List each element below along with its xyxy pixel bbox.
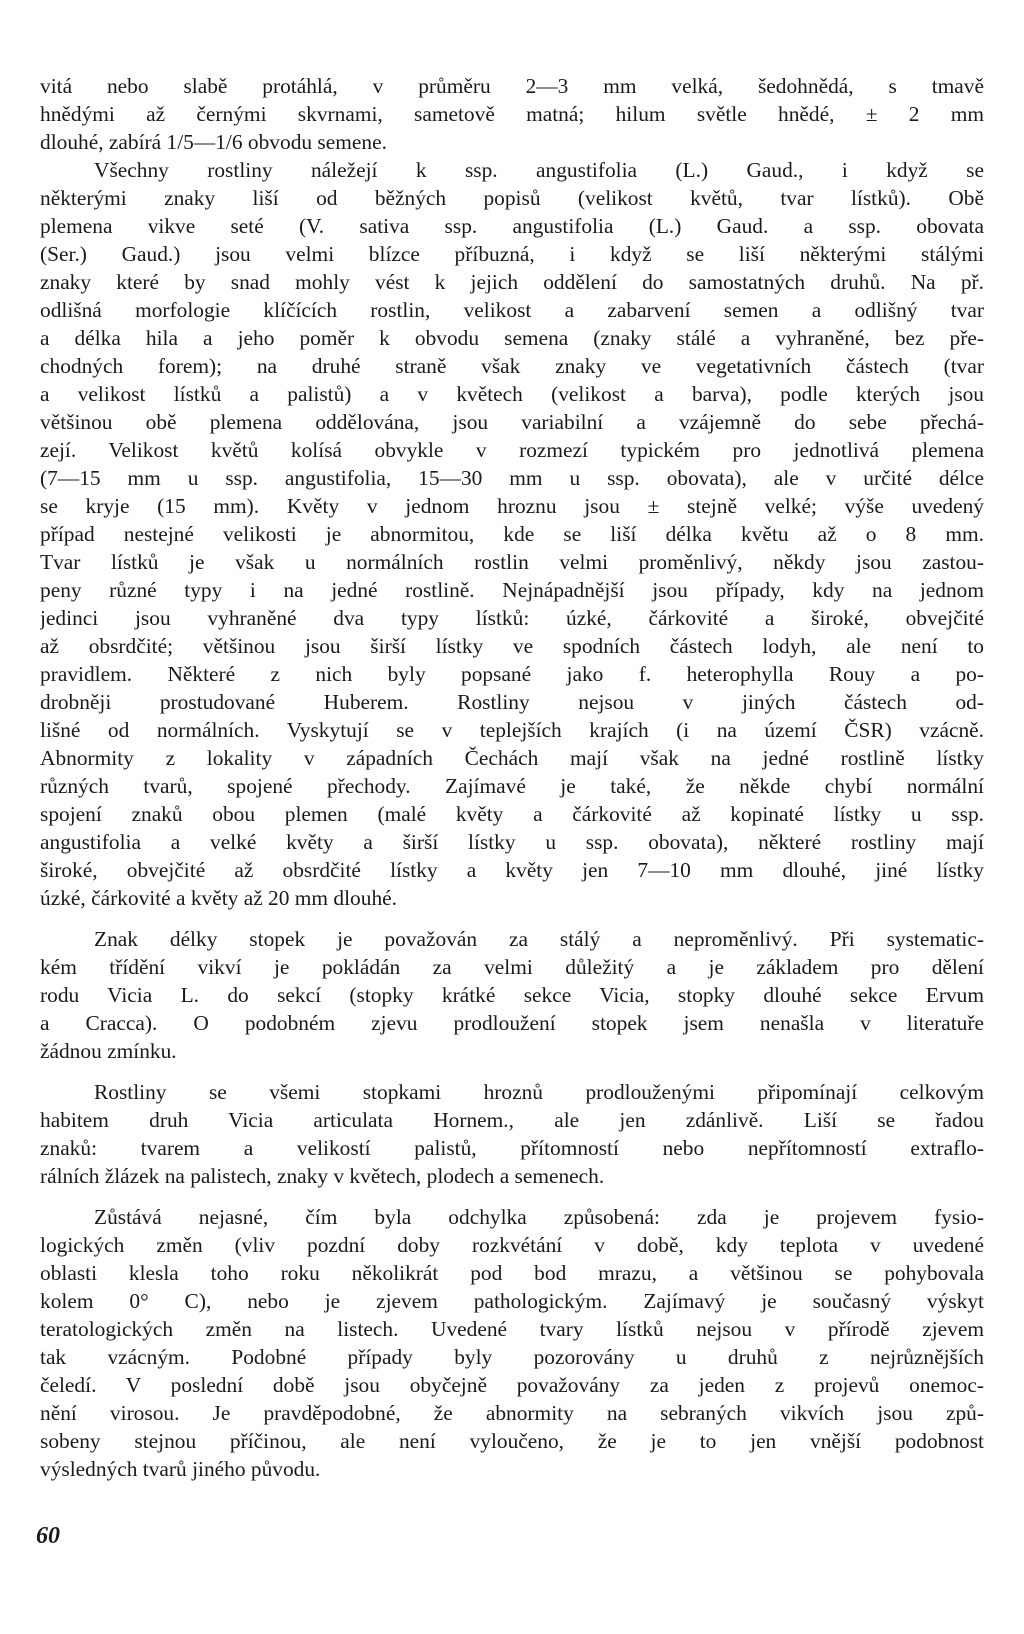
text-line: odlišná morfologie klíčících rostlin, velikost a zabarvení semen a odlišný tvar (40, 298, 984, 322)
text-line: vitá nebo slabě protáhlá, v průměru 2—3 mm velká, šedohnědá, s tmavě (40, 74, 984, 98)
text-line: až obsrdčité; většinou jsou širší lístky ve spodních částech lodyh, ale není to (40, 634, 984, 658)
text-line: sobeny stejnou příčinou, ale není vyloučeno, že je to jen vnější podobnost (40, 1429, 984, 1453)
text-line: výsledných tvarů jiného původu. (40, 1457, 321, 1481)
text-line: čeledí. V poslední době jsou obyčejně považovány za jeden z projevů onemoc- (40, 1373, 984, 1397)
text-line: a velikost lístků a palistů) a v květech (velikost a barva), podle kterých jsou (40, 382, 984, 406)
text-line: kém třídění vikví je pokládán za velmi důležitý a je základem pro dělení (40, 955, 984, 979)
text-line: některými znaky liší od běžných popisů (velikost květů, tvar lístků). Obě (40, 186, 984, 210)
text-line: teratologických změn na listech. Uvedené tvary lístků nejsou v přírodě zjevem (40, 1317, 984, 1341)
text-line: Zůstává nejasné, čím byla odchylka způsobená: zda je projevem fysio- (94, 1205, 984, 1229)
text-line: většinou obě plemena oddělována, jsou variabilní a vzájemně do sebe přechá- (40, 410, 984, 434)
text-line: chodných forem); na druhé straně však znaky ve vegetativních částech (tvar (40, 354, 984, 378)
text-line: znaků: tvarem a velikostí palistů, přítomností nebo nepřítomností extraflo- (40, 1136, 984, 1160)
text-line: (7—15 mm u ssp. angustifolia, 15—30 mm u ssp. obovata), ale v určité délce (40, 466, 984, 490)
text-line: logických změn (vliv pozdní doby rozkvétání v době, kdy teplota v uvedené (40, 1233, 984, 1257)
text-line: zejí. Velikost květů kolísá obvykle v rozmezí typickém pro jednotlivá plemena (40, 438, 984, 462)
paragraph-5 (40, 1203, 984, 1483)
text-line: žádnou zmínku. (40, 1039, 177, 1063)
text-line: případ nestejné velikosti je abnormitou, kde se liší délka květu až o 8 mm. (40, 522, 984, 546)
text-line: plemena vikve seté (V. sativa ssp. angustifolia (L.) Gaud. a ssp. obovata (40, 214, 984, 238)
text-line: peny různé typy i na jedné rostlině. Nejnápadnější jsou případy, kdy na jednom (40, 578, 984, 602)
text-line: pravidlem. Některé z nich byly popsané jako f. heterophylla Rouy a po- (40, 662, 984, 686)
text-line: nění virosou. Je pravděpodobné, že abnormity na sebraných vikvích jsou způ- (40, 1401, 984, 1425)
text-line: oblasti klesla toho roku několikrát pod bod mrazu, a většinou se pohybovala (40, 1261, 984, 1285)
text-line: Všechny rostliny náležejí k ssp. angustifolia (L.) Gaud., i když se (94, 158, 984, 182)
text-line: dlouhé, zabírá 1/5—1/6 obvodu semene. (40, 130, 387, 154)
body-text (40, 72, 984, 1483)
text-line: znaky které by snad mohly vést k jejich oddělení do samostatných druhů. Na př. (40, 270, 984, 294)
text-line: široké, obvejčité až obsrdčité lístky a květy jen 7—10 mm dlouhé, jiné lístky (40, 858, 984, 882)
text-line: rodu Vicia L. do sekcí (stopky krátké sekce Vicia, stopky dlouhé sekce Ervum (40, 983, 984, 1007)
text-line: spojení znaků obou plemen (malé květy a čárkovité až kopinaté lístky u ssp. (40, 802, 984, 826)
text-line: a délka hila a jeho poměr k obvodu semena (znaky stálé a vyhraněné, bez pře- (40, 326, 984, 350)
text-line: Tvar lístků je však u normálních rostlin velmi proměnlivý, někdy jsou zastou- (40, 550, 984, 574)
text-line: Znak délky stopek je považován za stálý a neproměnlivý. Při systematic- (94, 927, 984, 951)
page-number: 60 (36, 1523, 60, 1549)
text-line: úzké, čárkovité a květy až 20 mm dlouhé. (40, 886, 397, 910)
text-line: hnědými až černými skvrnami, sametově matná; hilum světle hnědé, ± 2 mm (40, 102, 984, 126)
text-line: jedinci jsou vyhraněné dva typy lístků: úzké, čárkovité a široké, obvejčité (40, 606, 984, 630)
paragraph-4 (40, 1078, 984, 1190)
text-line: Rostliny se všemi stopkami hroznů prodlouženými připomínají celkovým (94, 1080, 984, 1104)
text-line: angustifolia a velké květy a širší lístky u ssp. obovata), některé rostliny mají (40, 830, 984, 854)
paragraph-3 (40, 925, 984, 1065)
paragraph-1 (40, 72, 984, 156)
paragraph-2 (40, 156, 984, 912)
text-line: a Cracca). O podobném zjevu prodloužení stopek jsem nenašla v literatuře (40, 1011, 984, 1035)
text-line: různých tvarů, spojené přechody. Zajímavé je také, že někde chybí normální (40, 774, 984, 798)
text-line: drobněji prostudované Huberem. Rostliny nejsou v jiných částech od- (40, 690, 984, 714)
text-line: lišné od normálních. Vyskytují se v teplejších krajích (i na území ČSR) vzácně. (40, 718, 984, 742)
text-line: habitem druh Vicia articulata Hornem., ale jen zdánlivě. Liší se řadou (40, 1108, 984, 1132)
text-line: tak vzácným. Podobné případy byly pozorovány u druhů z nejrůznějších (40, 1345, 984, 1369)
text-line: rálních žlázek na palistech, znaky v květech, plodech a semenech. (40, 1164, 605, 1188)
text-line: kolem 0° C), nebo je zjevem pathologickým. Zajímavý je současný výskyt (40, 1289, 984, 1313)
text-line: Abnormity z lokality v západních Čechách mají však na jedné rostlině lístky (40, 746, 984, 770)
text-line: (Ser.) Gaud.) jsou velmi blízce příbuzná, i když se liší některými stálými (40, 242, 984, 266)
text-line: se kryje (15 mm). Květy v jednom hroznu jsou ± stejně velké; výše uvedený (40, 494, 984, 518)
